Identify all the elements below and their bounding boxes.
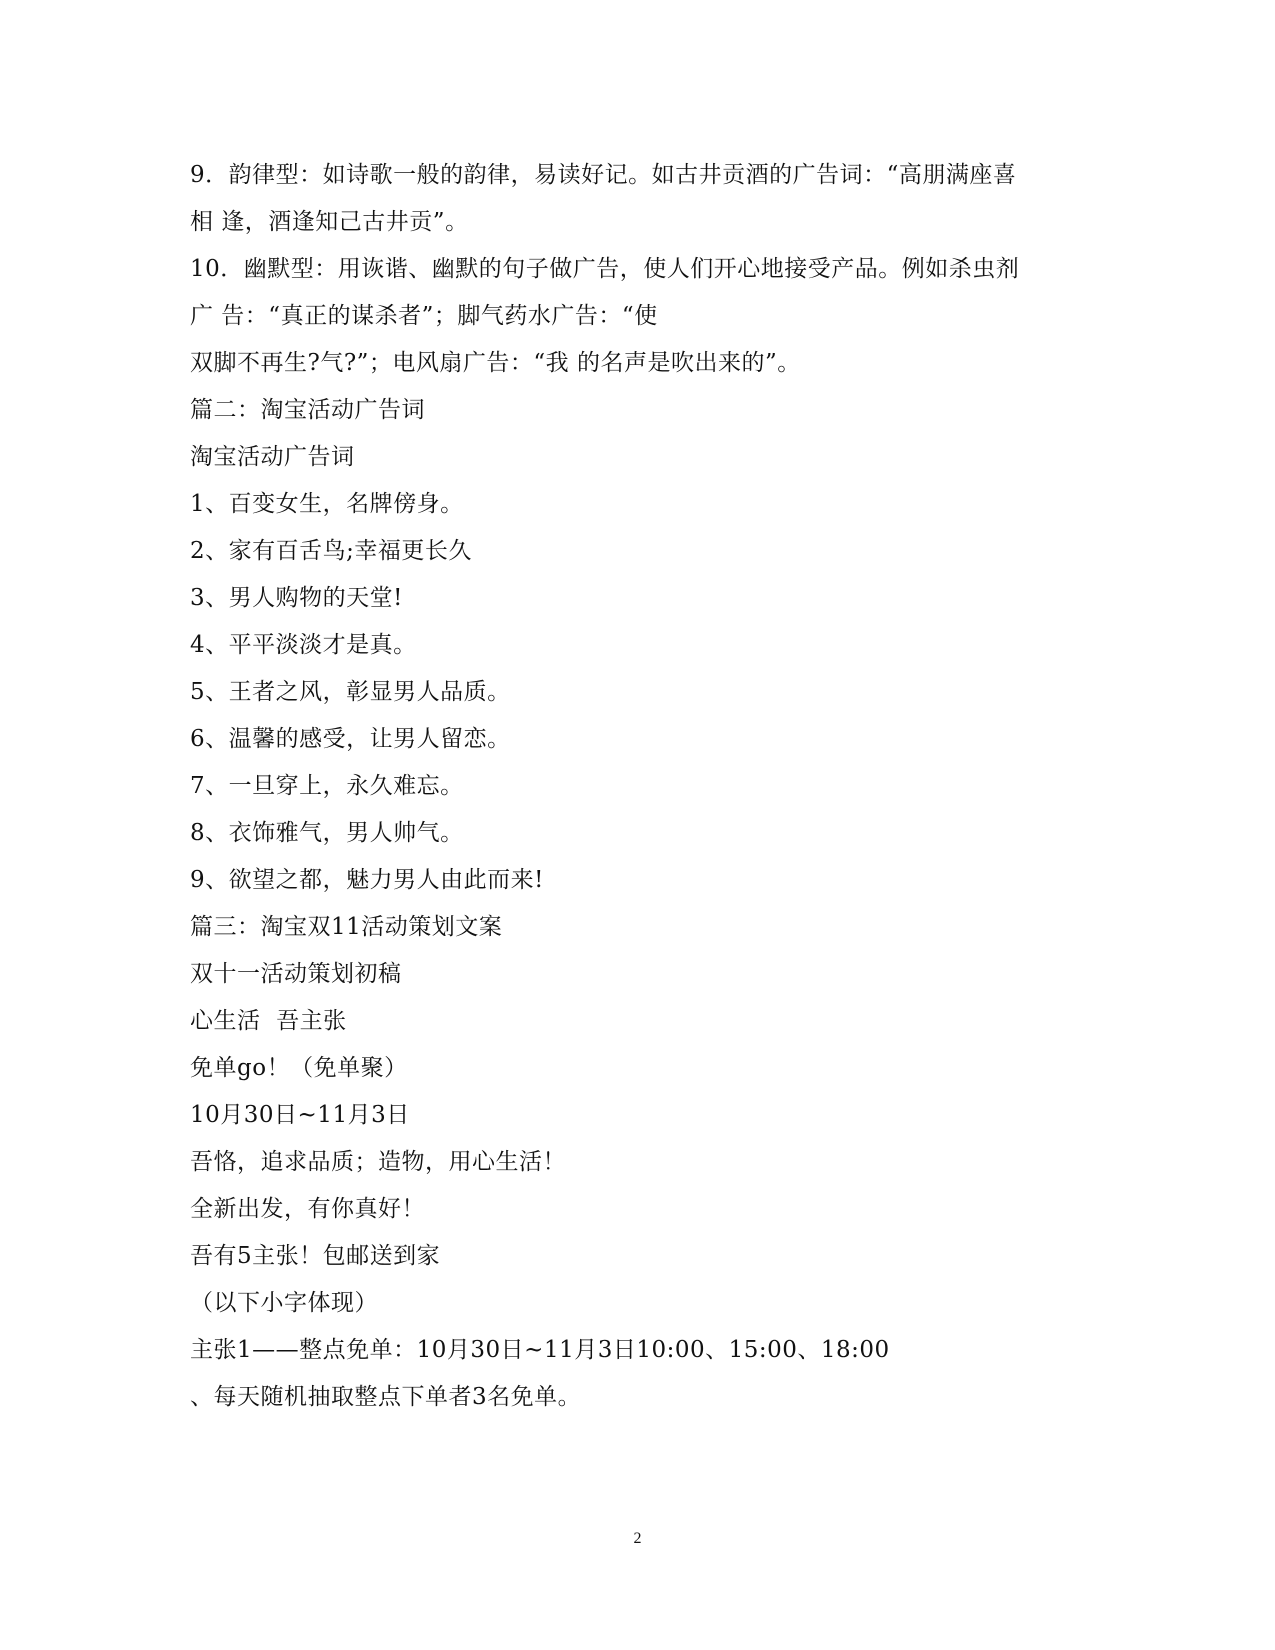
list-item: 1、百变女生，名牌傍身。 <box>190 491 464 517</box>
list-item: 5、王者之风，彰显男人品质。 <box>190 679 511 705</box>
text-line: 、每天随机抽取整点下单者3名免单。 <box>190 1384 582 1410</box>
section-heading: 篇三：淘宝双11活动策划文案 <box>190 914 503 940</box>
text-line: 免单go！（免单聚） <box>190 1055 408 1081</box>
list-item: 9、欲望之都，魅力男人由此而来! <box>190 867 544 893</box>
text-line: 10月30日~11月3日 <box>190 1102 410 1128</box>
text-line: 全新出发，有你真好！ <box>190 1196 425 1222</box>
list-item: 7、一旦穿上，永久难忘。 <box>190 773 464 799</box>
list-item: 6、温馨的感受，让男人留恋。 <box>190 726 511 752</box>
text-line: 吾有5主张！包邮送到家 <box>190 1243 441 1269</box>
list-item: 2、家有百舌鸟;幸福更长久 <box>190 538 472 564</box>
text-line: 心生活 吾主张 <box>190 1008 347 1034</box>
text-line: 10．幽默型：用诙谐、幽默的句子做广告，使人们开心地接受产品。例如杀虫剂 <box>190 256 1020 282</box>
list-item: 4、平平淡淡才是真。 <box>190 632 417 658</box>
text-line: 吾恪，追求品质；造物，用心生活！ <box>190 1149 566 1175</box>
text-line: 主张1——整点免单：10月30日~11月3日10:00、15:00、18:00 <box>190 1337 890 1363</box>
text-line: 相 逢，酒逢知己古井贡”。 <box>190 209 469 235</box>
text-line: 广 告：“真正的谋杀者”；脚气药水广告：“使 <box>190 303 658 329</box>
list-item: 8、衣饰雅气，男人帅气。 <box>190 820 464 846</box>
page-number: 2 <box>633 1530 642 1547</box>
list-item: 3、男人购物的天堂! <box>190 585 403 611</box>
text-line: 9．韵律型：如诗歌一般的韵律，易读好记。如古井贡酒的广告词：“高朋满座喜 <box>190 162 1017 188</box>
text-line: 双十一活动策划初稿 <box>190 961 402 987</box>
body-text <box>190 152 1090 1421</box>
text-line: 淘宝活动广告词 <box>190 444 355 470</box>
section-heading: 篇二：淘宝活动广告词 <box>190 397 425 423</box>
text-line: （以下小字体现） <box>190 1290 378 1316</box>
text-line: 双脚不再生?气?”；电风扇广告：“我 的名声是吹出来的”。 <box>190 350 801 376</box>
